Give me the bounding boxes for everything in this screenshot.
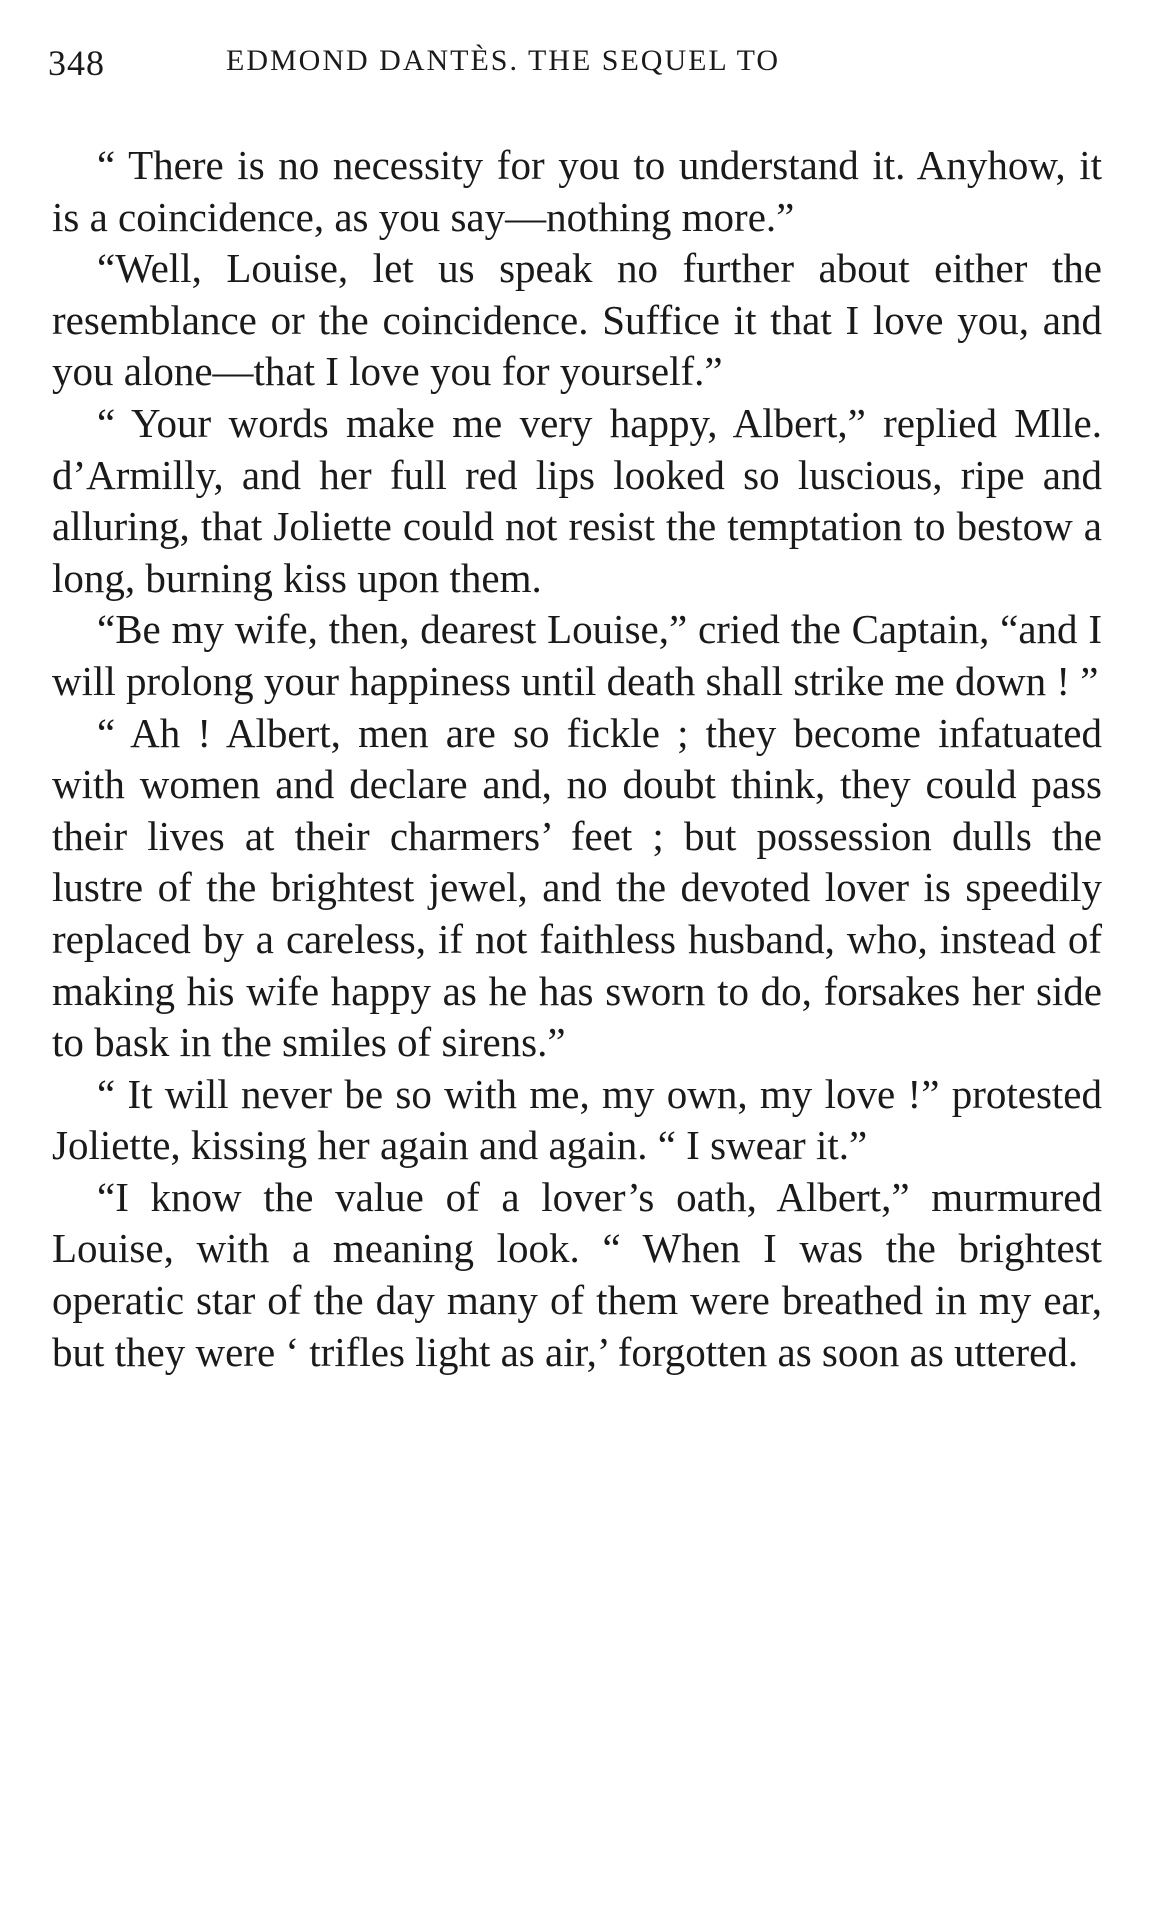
paragraph-2: “Well, Louise, let us speak no further about either the resemblance or the coincidence. Suffice it that I love you, and you alone—that I love you for yourself.”	[52, 245, 1102, 395]
paragraph-5: “ Ah ! Albert, men are so fickle ; they become infatuated with women and declare and, no doubt think, they could pass their lives at their charmers’ feet ; but possession dulls the lustre of the brightest jewel, and the devoted lover is speedily replaced by a careless, if not faithless husband, who, instead of making his wife happy as he has sworn to do, forsakes her side to bask in the smiles of sirens.”	[52, 709, 1102, 1066]
paragraph-3: “ Your words make me very happy, Albert,” replied Mlle. d’Armilly, and her full red lips looked so luscious, ripe and alluring, that Joliette could not resist the temptation to bestow a long, burning kiss upon them.	[52, 399, 1102, 601]
page-number: 348	[48, 43, 105, 83]
body-text	[52, 140, 1102, 1378]
paragraph-7: “I know the value of a lover’s oath, Albert,” murmured Louise, with a meaning look. “ When I was the brightest operatic star of the day many of them were breathed in my ear, but they were ‘ trifles light as air,’ forgotten as soon as uttered.	[52, 1173, 1102, 1375]
paragraph-4: “Be my wife, then, dearest Louise,” cried the Captain, “and I will prolong your happiness until death shall strike me down ! ”	[52, 606, 1102, 704]
running-title: EDMOND DANTÈS. THE SEQUEL TO	[226, 44, 781, 77]
running-head	[48, 42, 948, 92]
paragraph-6: “ It will never be so with me, my own, my love !” protested Joliette, kissing her again and again. “ I swear it.”	[52, 1070, 1102, 1169]
paragraph-1: “ There is no necessity for you to understand it. Anyhow, it is a coincidence, as you say—nothing more.”	[52, 142, 1102, 240]
